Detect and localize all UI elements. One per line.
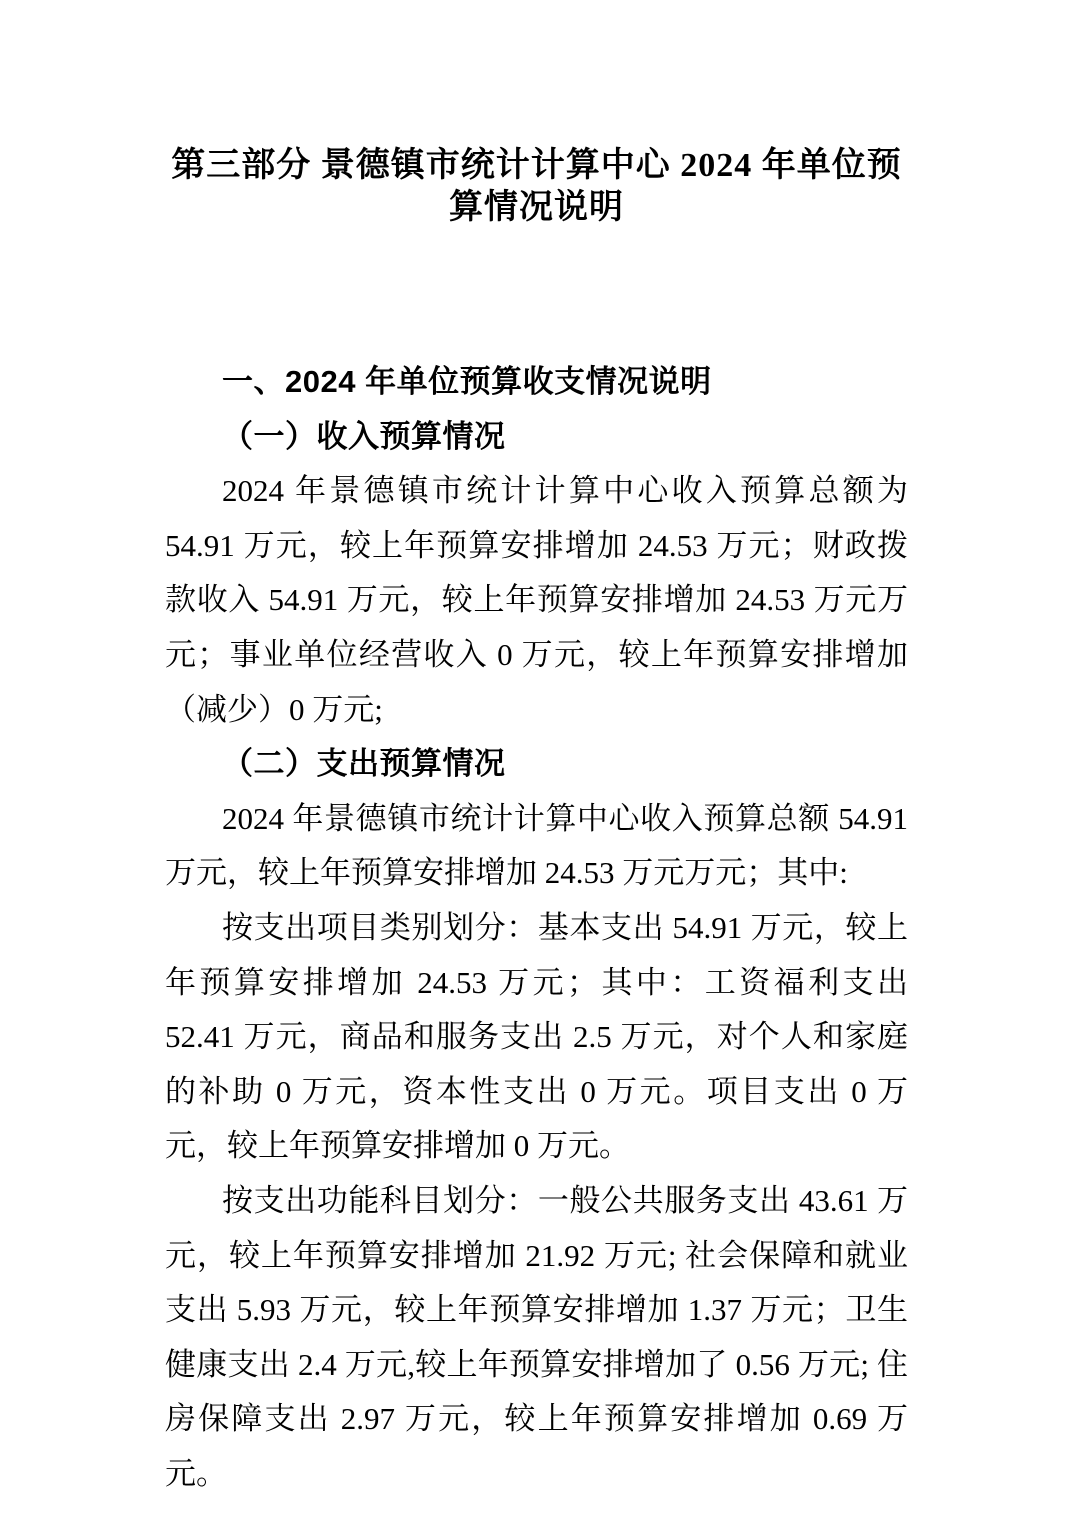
expenditure-overview-paragraph: 2024 年景德镇市统计计算中心收入预算总额 54.91 万元，较上年预算安排增加 24.53 万元万元；其中: [165, 800, 908, 891]
document-title: 第三部分 景德镇市统计计算中心 2024 年单位预算情况说明 [171, 147, 902, 226]
section-heading: 一、2024 年单位预算收支情况说明 [222, 364, 712, 399]
expenditure-by-function-paragraph: 按支出功能科目划分：一般公共服务支出 43.61 万元，较上年预算安排增加 21.92 万元; 社会保障和就业支出 5.93 万元，较上年预算安排增加 1.37 万元；卫生健康支出 2.4 万元,较上年预算安排增加了 0.56 万元; 住房保障支出 2.97 万元，较上年预算安排增加 0.69 万元。 [165, 1182, 908, 1491]
income-paragraph: 2024 年景德镇市统计计算中心收入预算总额为 54.91 万元，较上年预算安排增加 24.53 万元；财政拨款收入 54.91 万元，较上年预算安排增加 24.53 万元万元；事业单位经营收入 0 万元，较上年预算安排增加（减少）0 万元; [165, 473, 908, 727]
expenditure-by-category-paragraph: 按支出项目类别划分：基本支出 54.91 万元，较上年预算安排增加 24.53 万元；其中：工资福利支出 52.41 万元，商品和服务支出 2.5 万元，对个人和家庭的补助 0 万元，资本性支出 0 万元。项目支出 0 万元，较上年预算安排增加 0 万元。 [165, 909, 908, 1164]
document-content [165, 145, 908, 1501]
subsection-income-heading: （一）收入预算情况 [222, 418, 506, 454]
subsection-expenditure-heading: （二）支出预算情况 [222, 746, 506, 782]
